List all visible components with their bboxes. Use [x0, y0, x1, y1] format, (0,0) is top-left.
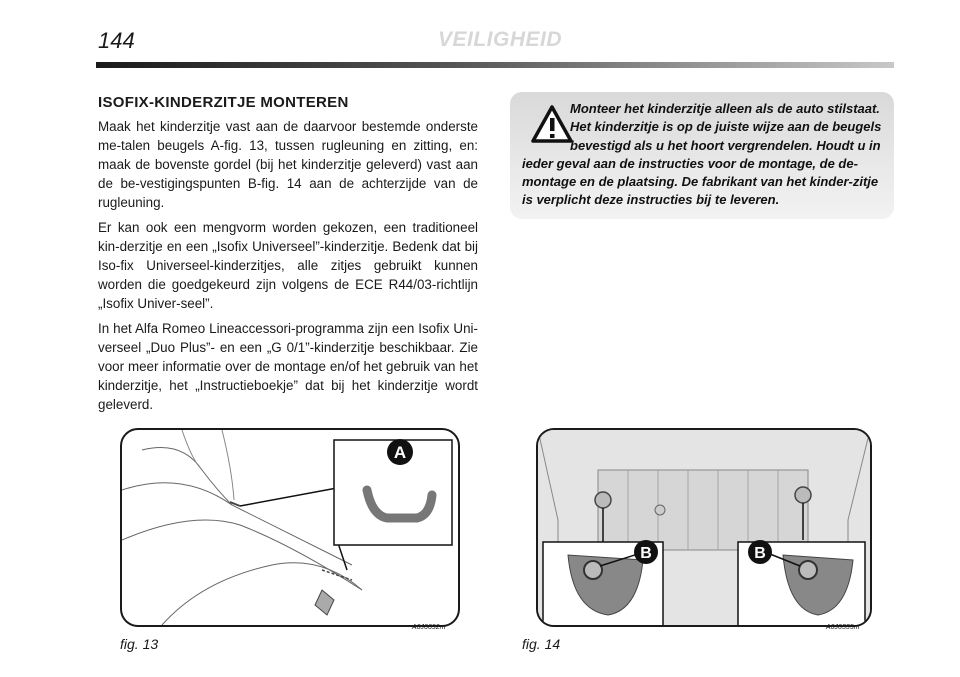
figure-13-code: A0J0092m [412, 624, 446, 631]
warning-text [522, 100, 884, 210]
paragraph-2: Er kan ook een mengvorm worden gekozen, een traditioneel kin-derzitje en een „Isofix Universeel”-kinderzitje. Bedenk dat bij Iso-fix Universeel-kinderzitjes, alle zitjes gebruikt kunnen worden die goedgekeurd zijn volgens de ECE R44/03-richtlijn „Isofix Univer-seel”. [98, 220, 478, 311]
paragraph-1: Maak het kinderzitje vast aan de daarvoor bestemde onderste me-talen beugels A-fig. 13, tussen rugleuning en zitting, en: maak de bovenste gordel (bij het kinderzitje geleverd) vast aan de be-vestigingspunten B-fig. 14 aan de achterzijde van de rugleuning. [98, 119, 478, 210]
label-b-left: B [640, 545, 652, 562]
heading: ISOFIX-KINDERZITJE MONTEREN [98, 94, 349, 111]
paragraph-3: In het Alfa Romeo Lineaccessori-programma zijn een Isofix Uni-verseel „Duo Plus”- en een „G 0/1”-kinderzitje beschikbaar. Zie voor meer informatie over de montage en/of het gebruik van het kinderzitje, het „Instructieboekje” dat bij het kinderzitje wordt geleverd. [98, 321, 478, 412]
header-rule [96, 62, 894, 68]
figure-13-caption: fig. 13 [120, 636, 159, 652]
seat-illustration [122, 430, 458, 625]
warning-box [510, 92, 894, 219]
page-number: 144 [98, 28, 135, 53]
figure-14 [536, 428, 872, 627]
warning-text-content: Monteer het kinderzitje alleen als de auto stilstaat. Het kinderzitje is op de juiste wijze aan de beugels bevestigd als u het hoort vergrendelen. Houdt u in ieder geval aan de instructies voor de montage, de de-montage en de plaatsing. De fabrikant van het kinder-zitje is verplicht deze instructies bij te leveren. [522, 101, 882, 208]
figure-14-code: A0J0335m [826, 624, 860, 631]
figure-14-caption: fig. 14 [522, 636, 561, 652]
trunk-illustration [538, 430, 870, 625]
section-title: VEILIGHEID [438, 28, 563, 51]
figure-13 [120, 428, 460, 627]
label-a: A [393, 443, 407, 462]
label-b-right: B [754, 545, 766, 562]
main-text-column [98, 94, 478, 420]
